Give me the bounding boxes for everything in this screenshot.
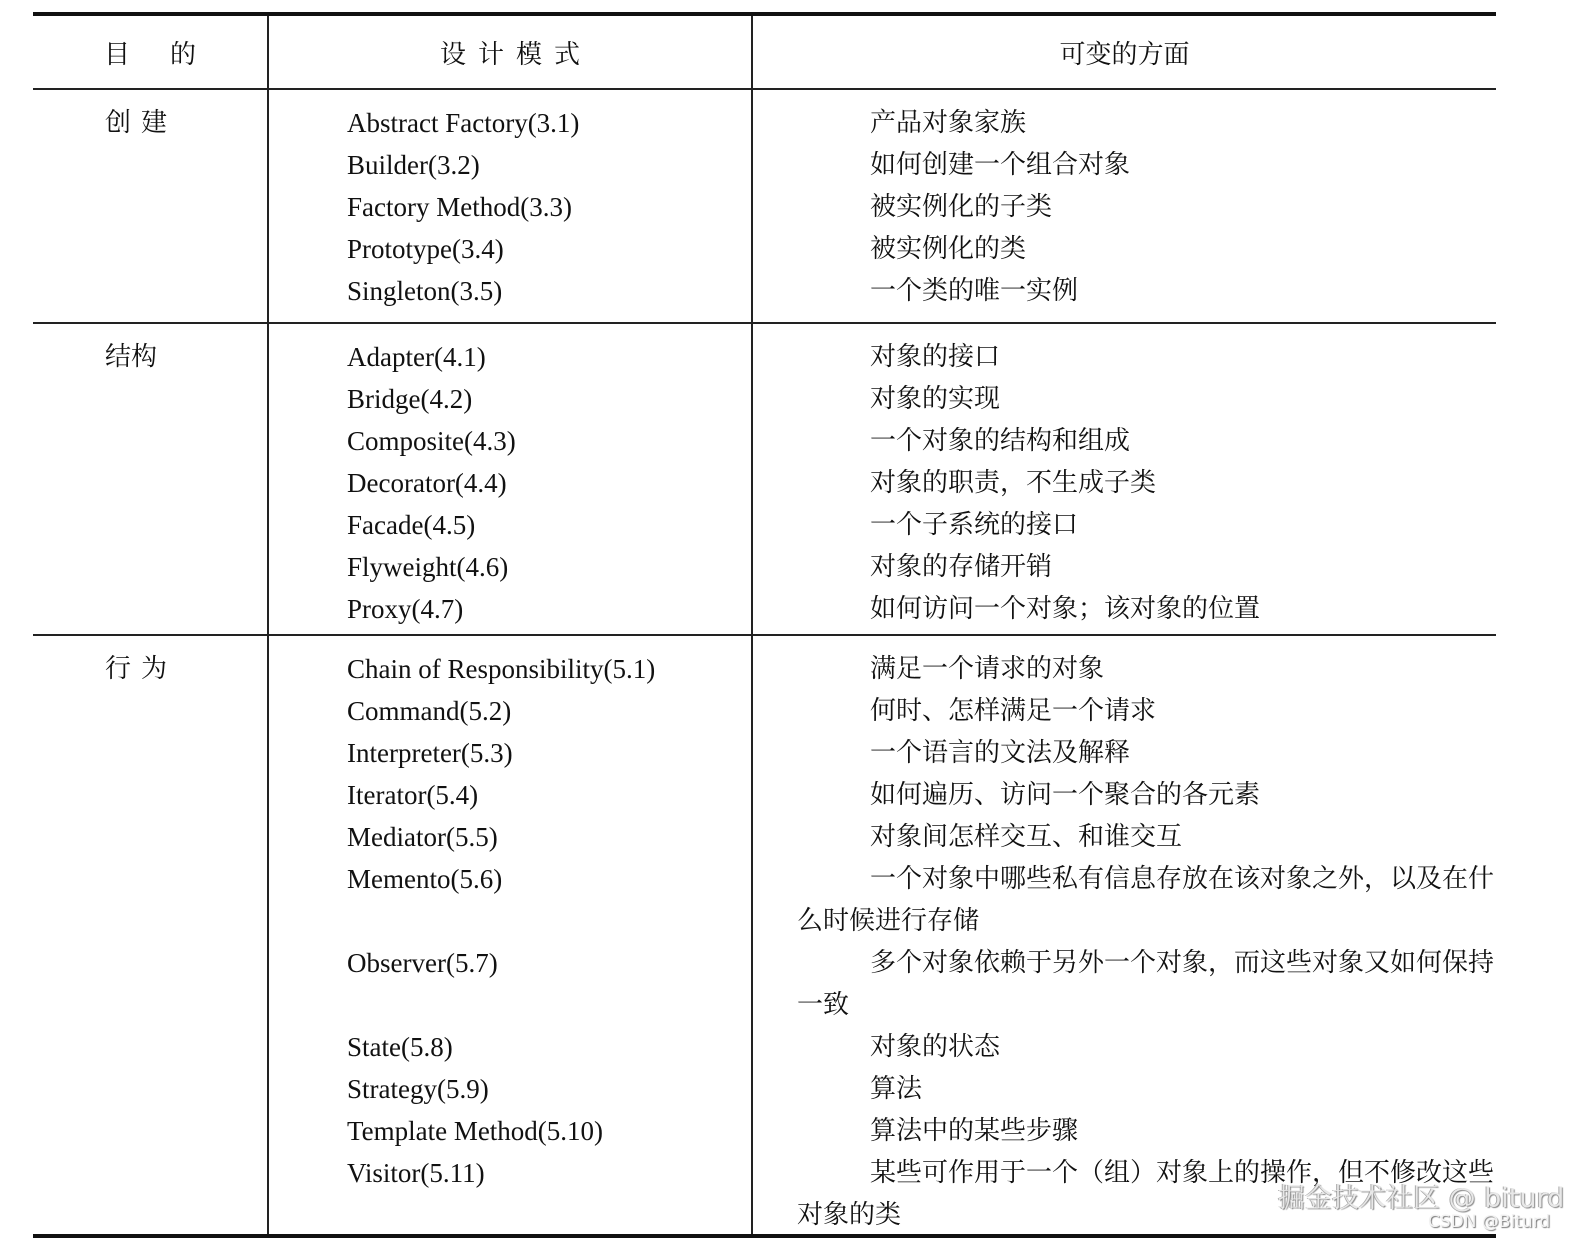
aspect-list (753, 324, 1496, 634)
pattern-name: Decorator(4.4) (347, 468, 507, 498)
pattern-name: Composite(4.3) (347, 426, 516, 456)
csdn-watermark: CSDN @Biturd (1428, 1212, 1551, 1232)
header-aspect-label: 可变的方面 (1059, 39, 1190, 70)
aspect-text: 产品对象家族 (870, 108, 1027, 138)
aspect-text: 对象的实现 (870, 384, 1001, 414)
aspect-text: 对象的存储开销 (870, 552, 1053, 582)
pattern-name: Prototype(3.4) (347, 234, 504, 264)
header-purpose-label: 目的 (103, 39, 236, 70)
design-patterns-table (33, 12, 1496, 1238)
purpose-cell (33, 324, 269, 634)
pattern-name: Visitor(5.11) (347, 1158, 485, 1188)
table-header-row (33, 16, 1496, 88)
aspect-text: 何时、怎样满足一个请求 (870, 696, 1157, 726)
header-pattern-label: 设计模式 (439, 39, 592, 70)
aspect-text: 对象间怎样交互、和谁交互 (870, 822, 1183, 852)
pattern-name: Flyweight(4.6) (347, 552, 509, 582)
pattern-name: Template Method(5.10) (347, 1116, 604, 1146)
aspect-text: 如何遍历、访问一个聚合的各元素 (870, 780, 1261, 810)
pattern-list (269, 636, 753, 1234)
juejin-watermark: 掘金技术社区 @ biturd (1278, 1183, 1565, 1214)
aspect-text: 多个对象依赖于另外一个对象，而这些对象又如何保持一致 (797, 948, 1495, 1020)
pattern-name: State(5.8) (347, 1032, 453, 1062)
aspect-text: 算法中的某些步骤 (870, 1116, 1079, 1146)
aspect-text: 被实例化的子类 (870, 192, 1053, 222)
pattern-name: Memento(5.6) (347, 864, 503, 894)
pattern-name: Chain of Responsibility(5.1) (347, 654, 656, 684)
section-structural (33, 322, 1496, 634)
purpose-cell (33, 90, 269, 322)
purpose-cell (33, 636, 269, 1234)
pattern-name: Mediator(5.5) (347, 822, 498, 852)
section-behavioral (33, 634, 1496, 1234)
pattern-list (269, 90, 753, 322)
aspect-text: 被实例化的类 (870, 234, 1027, 264)
pattern-name: Facade(4.5) (347, 510, 476, 540)
aspect-text: 如何访问一个对象；该对象的位置 (870, 594, 1261, 624)
pattern-name: Iterator(5.4) (347, 780, 479, 810)
aspect-text: 满足一个请求的对象 (870, 654, 1105, 684)
pattern-name: Adapter(4.1) (347, 342, 486, 372)
purpose-label: 结构 (105, 342, 158, 372)
purpose-label: 行为 (105, 654, 178, 684)
section-creational (33, 88, 1496, 322)
header-aspect (753, 16, 1496, 88)
aspect-text: 如何创建一个组合对象 (870, 150, 1131, 180)
pattern-name: Observer(5.7) (347, 948, 498, 978)
aspect-text: 一个对象中哪些私有信息存放在该对象之外，以及在什么时候进行存储 (797, 864, 1495, 936)
aspect-text: 算法 (870, 1074, 923, 1104)
pattern-name: Interpreter(5.3) (347, 738, 513, 768)
aspect-text: 一个语言的文法及解释 (870, 738, 1131, 768)
pattern-name: Proxy(4.7) (347, 594, 464, 624)
aspect-text: 某些可作用于一个（组）对象上的操作，但不修改这些对象的类 (797, 1158, 1495, 1230)
pattern-name: Singleton(3.5) (347, 276, 503, 306)
aspect-text: 对象的状态 (870, 1032, 1001, 1062)
pattern-name: Factory Method(3.3) (347, 192, 572, 222)
pattern-name: Bridge(4.2) (347, 384, 473, 414)
aspect-list (753, 636, 1496, 1234)
pattern-name: Builder(3.2) (347, 150, 480, 180)
aspect-list (753, 90, 1496, 322)
aspect-text: 对象的接口 (870, 342, 1001, 372)
pattern-name: Command(5.2) (347, 696, 512, 726)
pattern-list (269, 324, 753, 634)
aspect-text: 对象的职责，不生成子类 (870, 468, 1157, 498)
aspect-text: 一个对象的结构和组成 (870, 426, 1131, 456)
purpose-label: 创建 (105, 108, 178, 138)
header-pattern (269, 16, 753, 88)
aspect-text: 一个类的唯一实例 (870, 276, 1079, 306)
pattern-name: Abstract Factory(3.1) (347, 108, 580, 138)
header-purpose (33, 16, 269, 88)
aspect-text: 一个子系统的接口 (870, 510, 1079, 540)
pattern-name: Strategy(5.9) (347, 1074, 489, 1104)
